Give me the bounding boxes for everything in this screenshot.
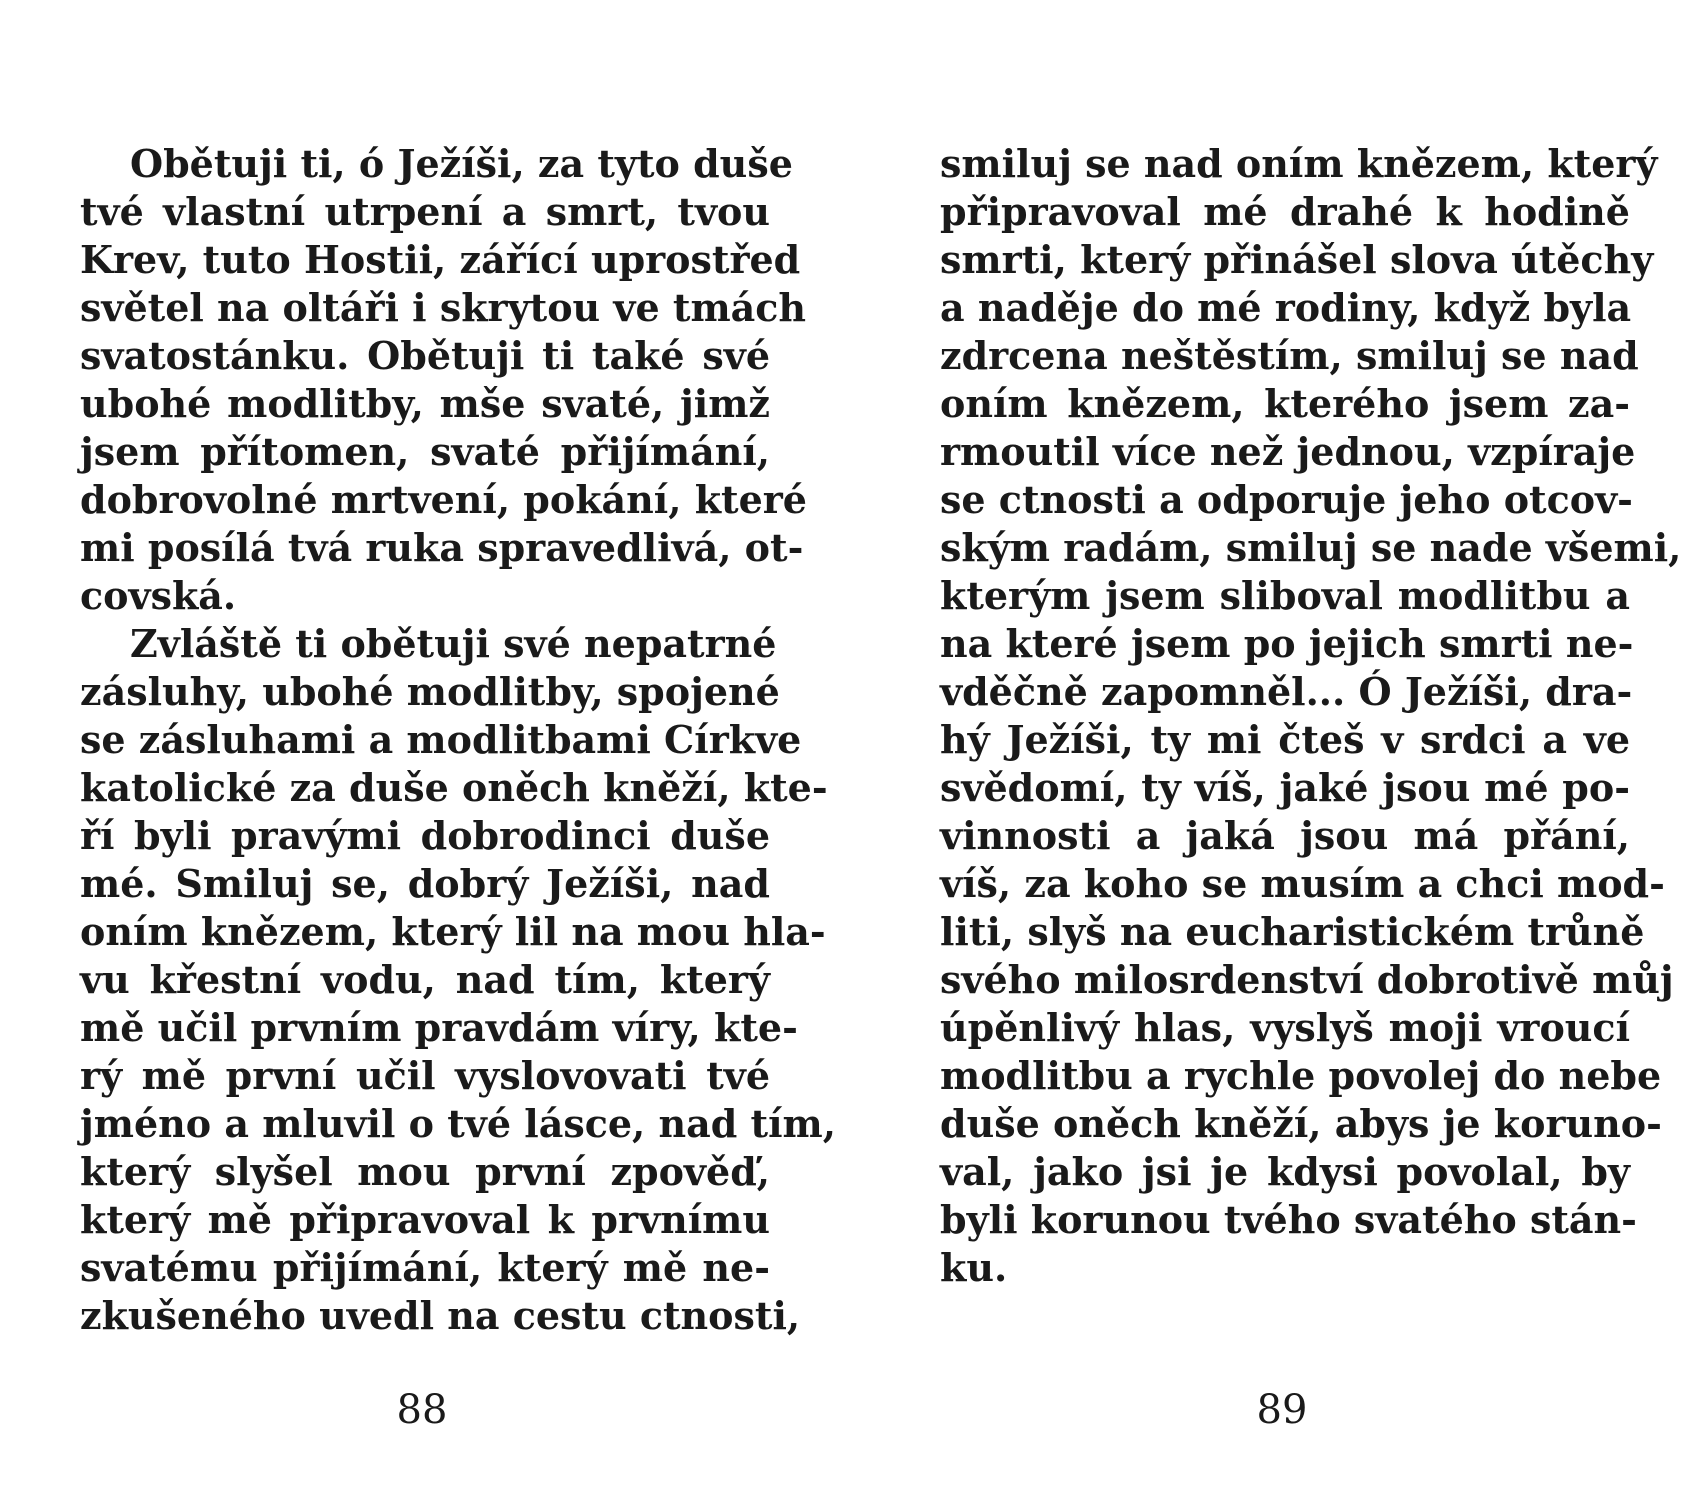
- text-line: úpěnlivý hlas, vyslyš moji vroucí: [940, 1005, 1630, 1050]
- text-line: se zásluhami a modlitbami Církve: [80, 717, 802, 762]
- text-line: ubohé modlitby, mše svaté, jimž: [80, 381, 770, 426]
- text-line: rý mě první učil vyslovovati tvé: [80, 1053, 770, 1098]
- text-line: víš, za koho se musím a chci mod-: [940, 861, 1665, 906]
- text-line: který mě připravoval k prvnímu: [80, 1197, 770, 1242]
- text-line: covská.: [80, 573, 237, 618]
- right-page-text: [940, 140, 1682, 1292]
- page-number-right: 89: [1256, 1387, 1308, 1433]
- text-line: připravoval mé drahé k hodině: [940, 189, 1630, 234]
- left-page-text: [80, 140, 836, 1340]
- text-line: ským radám, smiluj se nade všemi,: [940, 525, 1682, 570]
- text-line: Zvláště ti obětuji své nepatrné: [130, 621, 777, 666]
- text-line: zásluhy, ubohé modlitby, spojené: [80, 669, 780, 714]
- text-line: který slyšel mou první zpověď,: [80, 1149, 770, 1194]
- text-line: vu křestní vodu, nad tím, který: [80, 957, 770, 1002]
- text-line: jméno a mluvil o tvé lásce, nad tím,: [80, 1101, 836, 1146]
- text-line: liti, slyš na eucharistickém trůně: [940, 909, 1645, 954]
- text-line: a naděje do mé rodiny, když byla: [940, 285, 1632, 330]
- text-line: val, jako jsi je kdysi povolal, by: [940, 1149, 1630, 1194]
- text-line: se ctnosti a odporuje jeho otcov-: [940, 477, 1633, 522]
- text-line: rmoutil více než jednou, vzpíraje: [940, 429, 1636, 474]
- text-line: smrti, který přinášel slova útěchy: [940, 237, 1654, 282]
- text-line: na které jsem po jejich smrti ne-: [940, 621, 1634, 666]
- text-line: modlitbu a rychle povolej do nebe: [940, 1053, 1662, 1098]
- text-line: katolické za duše oněch kněží, kte-: [80, 765, 828, 810]
- text-line: oním knězem, který lil na mou hla-: [80, 909, 826, 954]
- text-line: svatému přijímání, který mě ne-: [80, 1245, 770, 1290]
- text-line: mě učil prvním pravdám víry, kte-: [80, 1005, 798, 1050]
- text-line: dobrovolné mrtvení, pokání, které: [80, 477, 807, 522]
- page-number-left: 88: [396, 1387, 448, 1433]
- text-line: duše oněch kněží, abys je koruno-: [940, 1101, 1662, 1146]
- text-line: tvé vlastní utrpení a smrt, tvou: [80, 189, 770, 234]
- text-line: vděčně zapomněl... Ó Ježíši, dra-: [940, 669, 1633, 714]
- text-line: svědomí, ty víš, jaké jsou mé po-: [940, 765, 1630, 810]
- text-line: Obětuji ti, ó Ježíši, za tyto duše: [130, 141, 793, 186]
- text-line: hý Ježíši, ty mi čteš v srdci a ve: [940, 717, 1630, 762]
- text-line: zdrcena neštěstím, smiluj se nad: [940, 333, 1639, 378]
- text-line: mé. Smiluj se, dobrý Ježíši, nad: [80, 861, 770, 906]
- text-line: mi posílá tvá ruka spravedlivá, ot-: [80, 525, 804, 570]
- text-line: oním knězem, kterého jsem za-: [940, 381, 1630, 426]
- text-line: ří byli pravými dobrodinci duše: [80, 813, 770, 858]
- text-line: Krev, tuto Hostii, zářící uprostřed: [80, 237, 801, 282]
- text-line: smiluj se nad oním knězem, který: [940, 141, 1658, 186]
- text-line: zkušeného uvedl na cestu ctnosti,: [80, 1293, 801, 1338]
- text-line: ku.: [940, 1245, 1008, 1290]
- text-line: vinnosti a jaká jsou má přání,: [940, 813, 1630, 858]
- text-line: svého milosrdenství dobrotivě můj: [940, 957, 1674, 1002]
- text-line: svatostánku. Obětuji ti také své: [80, 333, 770, 378]
- text-line: kterým jsem sliboval modlitbu a: [940, 573, 1630, 618]
- text-line: světel na oltáři i skrytou ve tmách: [80, 285, 807, 330]
- text-line: jsem přítomen, svaté přijímání,: [80, 429, 770, 474]
- text-line: byli korunou tvého svatého stán-: [940, 1197, 1637, 1242]
